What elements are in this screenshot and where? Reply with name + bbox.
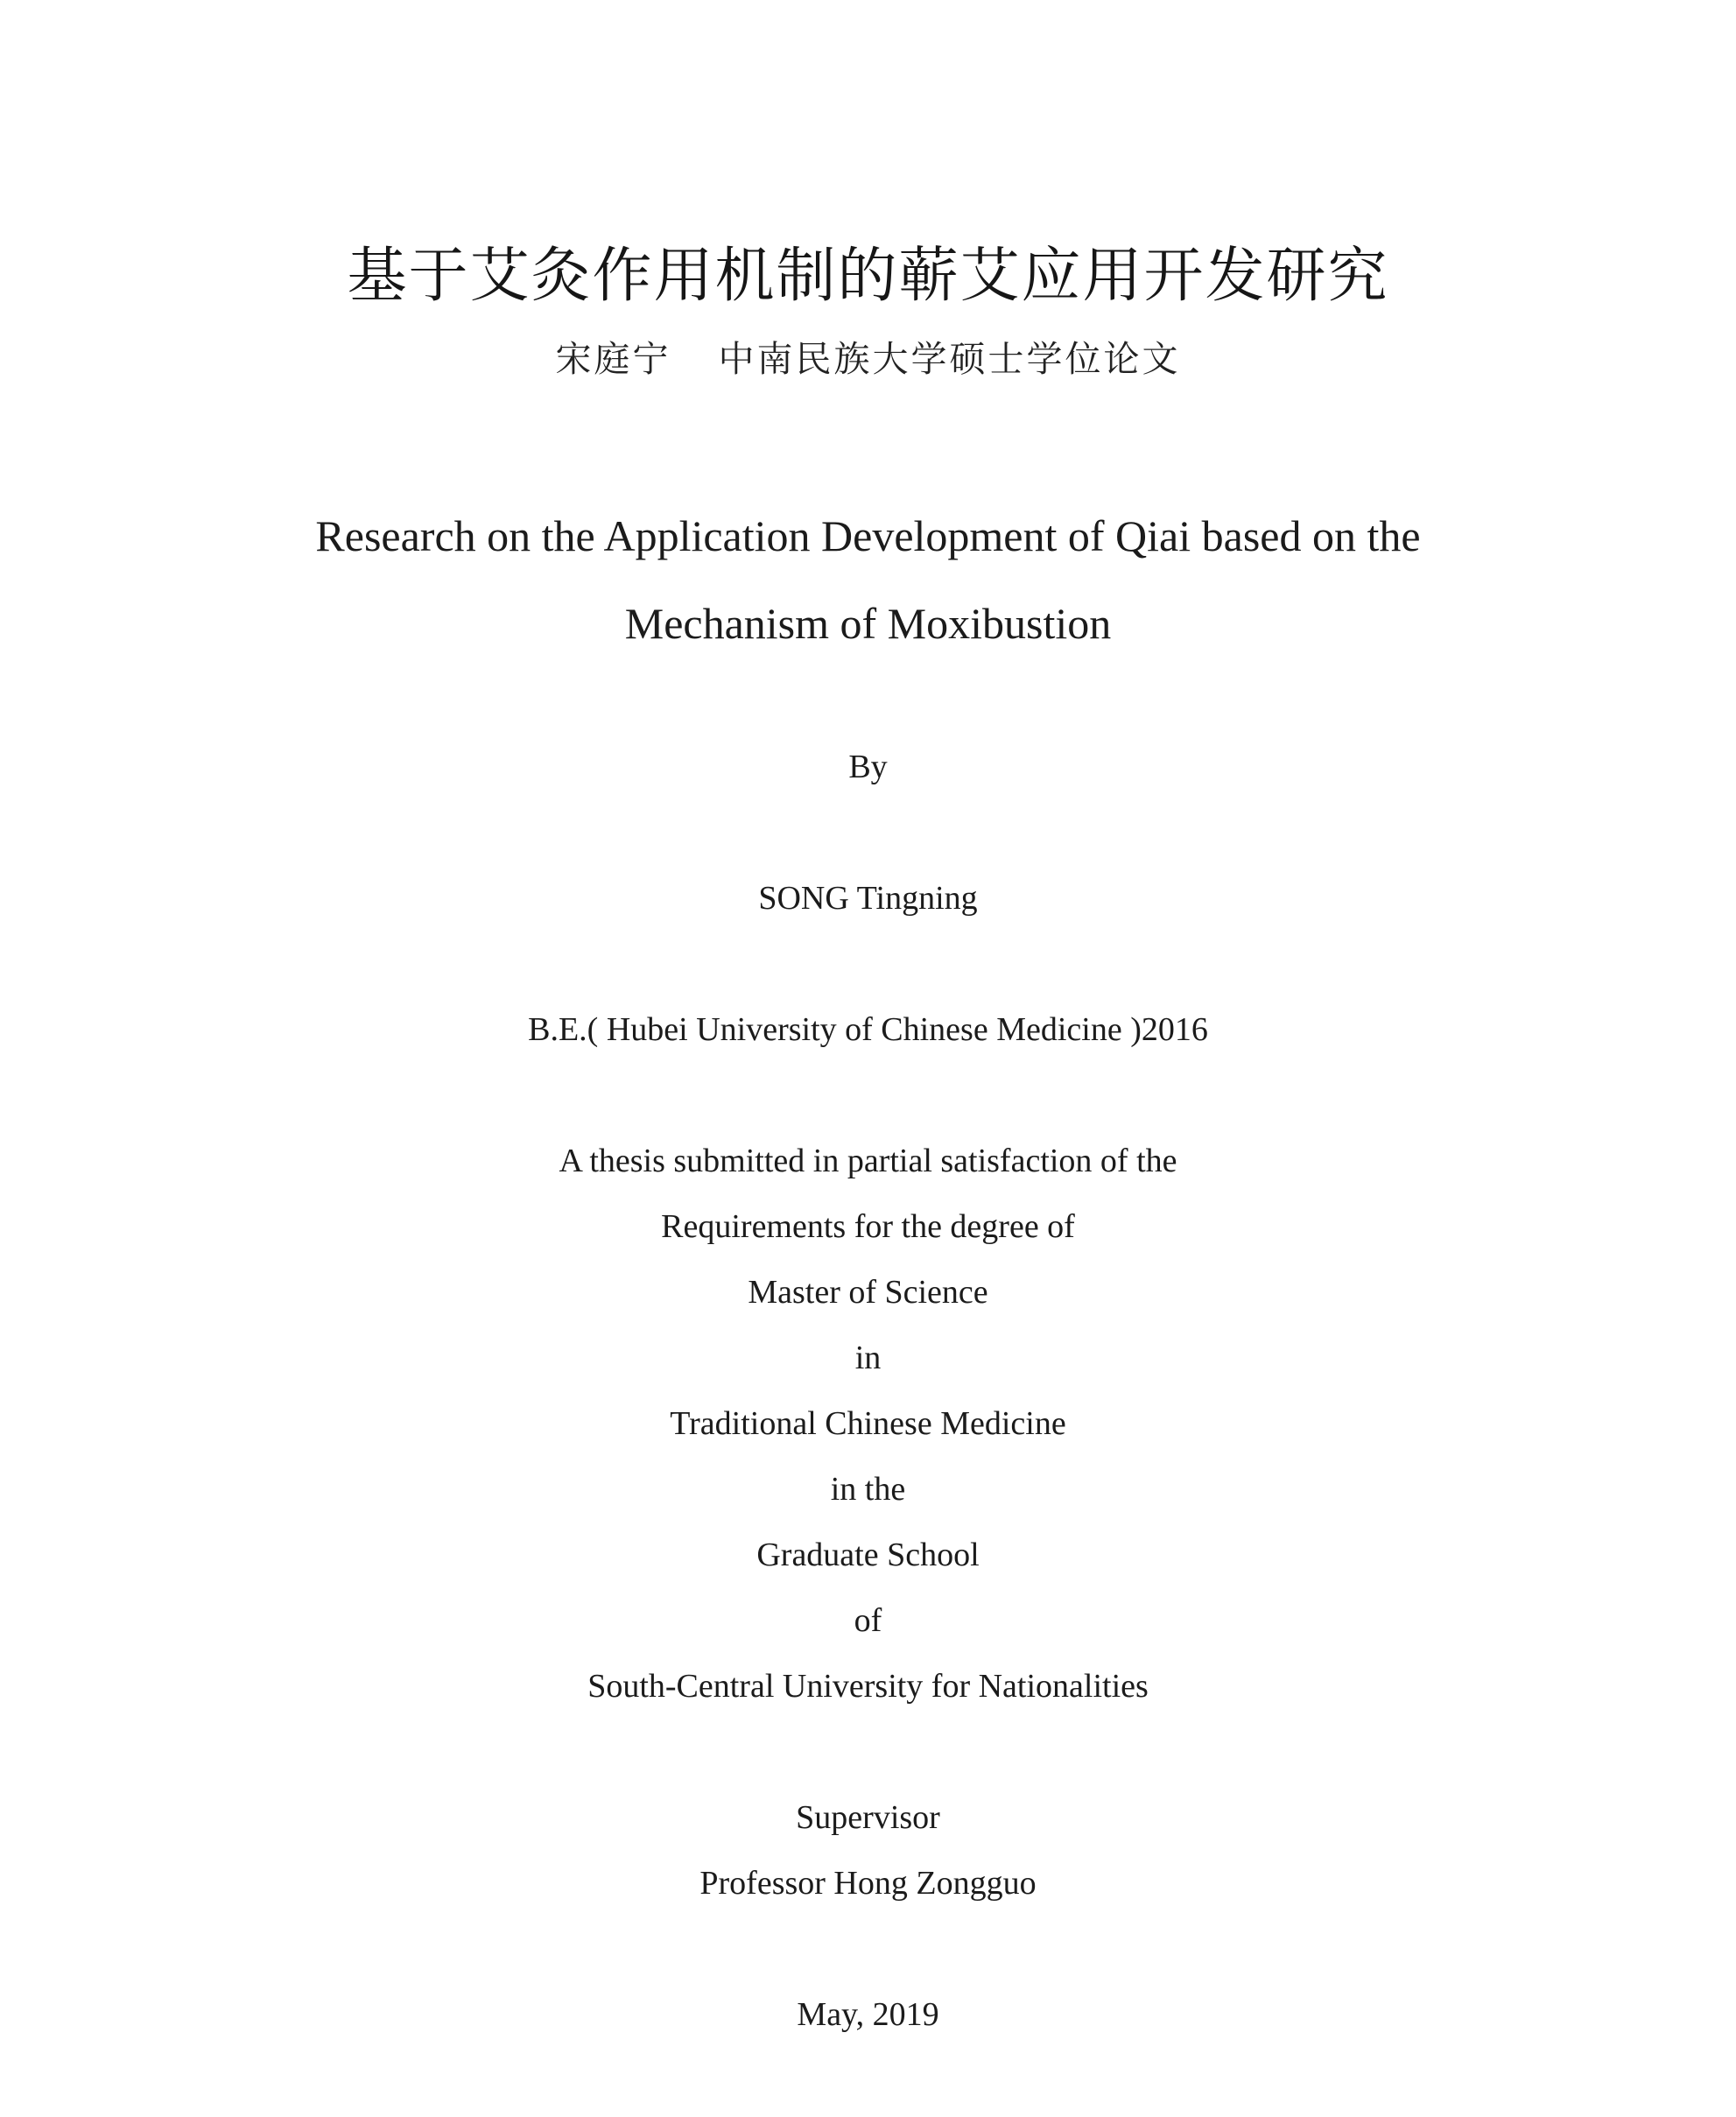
- statement-line-1: A thesis submitted in partial satisfaction of the: [559, 1143, 1177, 1179]
- statement-in-the: in the: [830, 1471, 906, 1508]
- supervisor-name: Professor Hong Zongguo: [699, 1865, 1037, 1902]
- chinese-author: 宋庭宁: [555, 338, 671, 380]
- english-title-line-2: Mechanism of Moxibustion: [624, 599, 1112, 648]
- graduate-school: Graduate School: [756, 1537, 980, 1573]
- degree-name: Master of Science: [748, 1274, 988, 1311]
- statement-of: of: [854, 1602, 882, 1639]
- english-title-line-1: Research on the Application Development of Qiai based on the: [315, 511, 1421, 560]
- discipline: Traditional Chinese Medicine: [670, 1405, 1066, 1442]
- by-label: By: [848, 749, 888, 785]
- author-name: SONG Tingning: [758, 880, 978, 917]
- submission-date: May, 2019: [797, 1996, 939, 2033]
- university-name: South-Central University for Nationalities: [587, 1668, 1149, 1705]
- statement-line-2: Requirements for the degree of: [661, 1208, 1075, 1245]
- statement-in: in: [854, 1340, 882, 1376]
- prior-degree: B.E.( Hubei University of Chinese Medicine )2016: [528, 1011, 1208, 1048]
- chinese-thesis-type: 中南民族大学硕士学位论文: [718, 338, 1181, 380]
- chinese-title: 基于艾灸作用机制的蕲艾应用开发研究: [347, 242, 1389, 311]
- supervisor-label: Supervisor: [796, 1799, 940, 1836]
- chinese-author-line: [0, 338, 1736, 380]
